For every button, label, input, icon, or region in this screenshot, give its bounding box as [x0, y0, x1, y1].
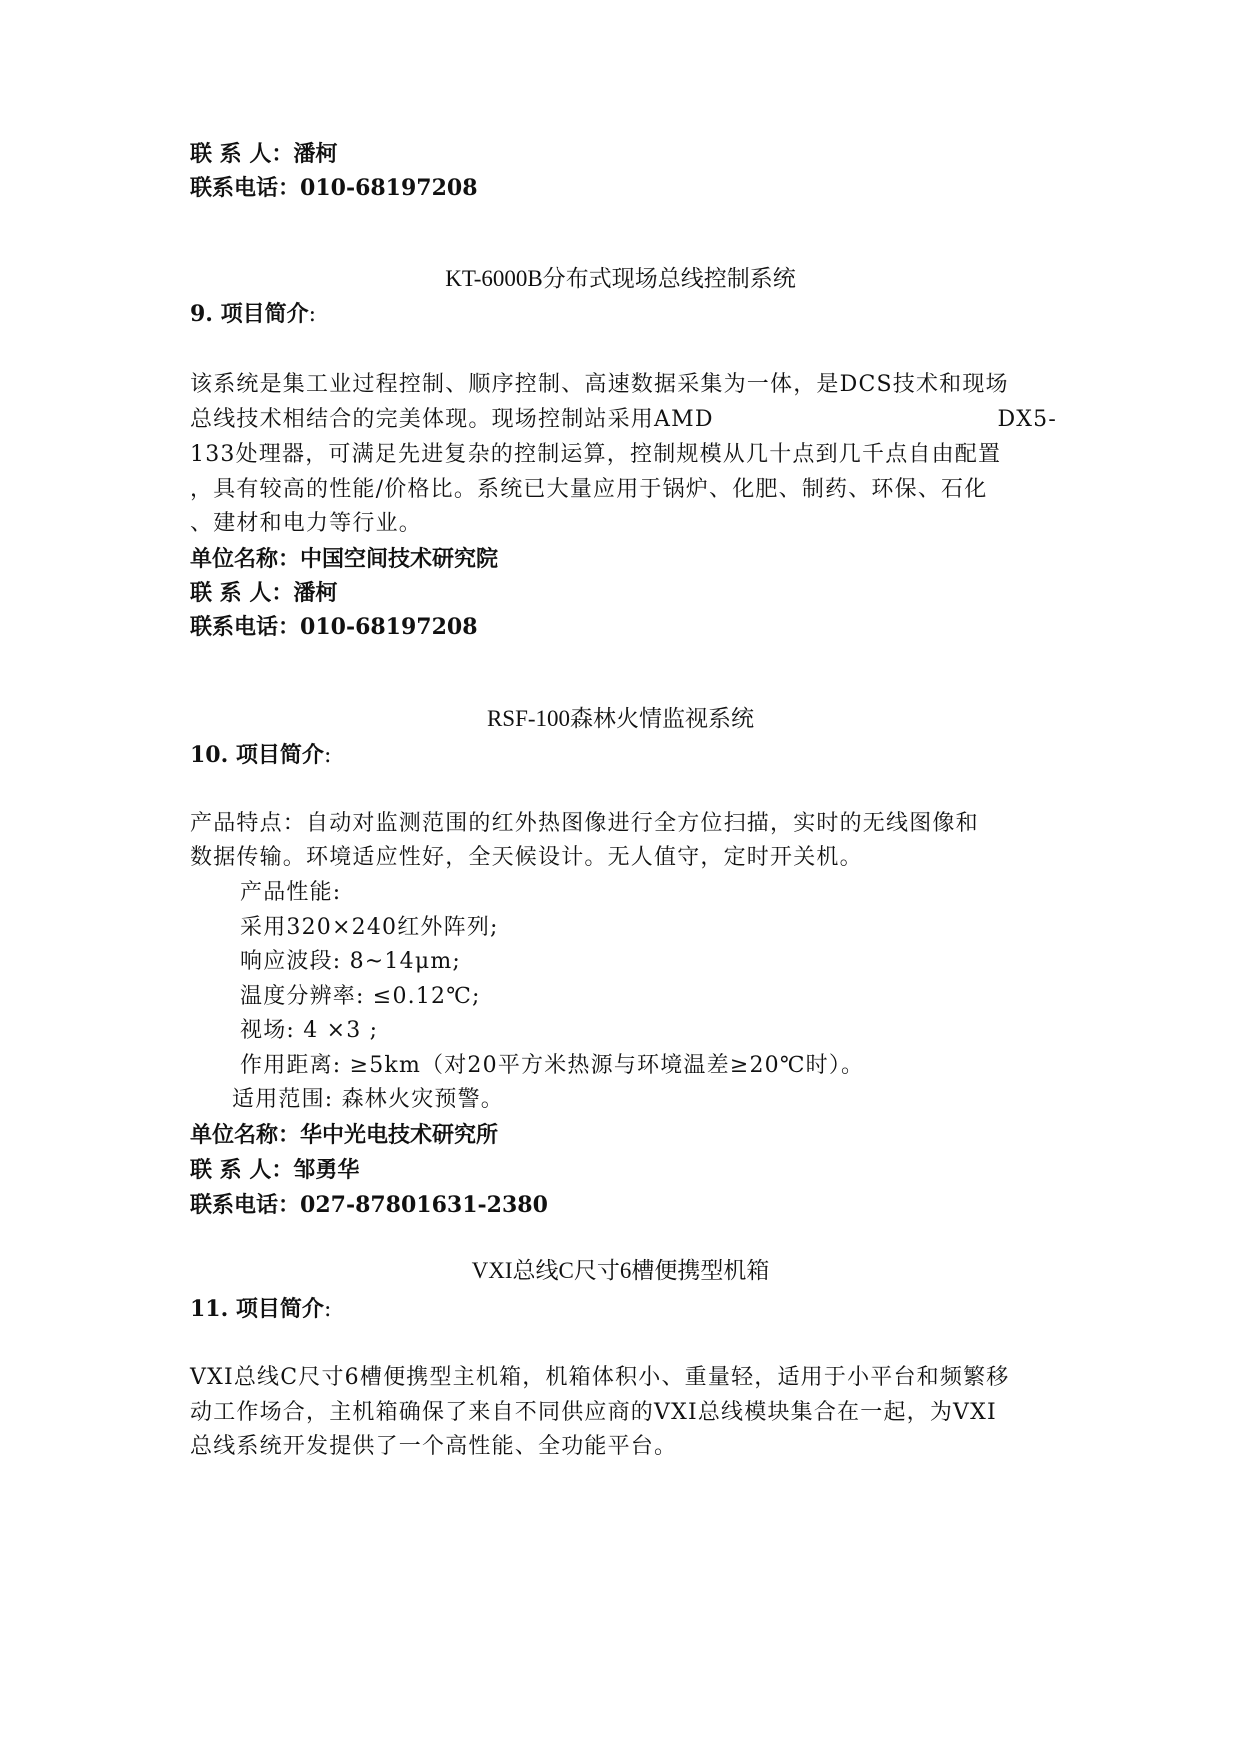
- section-title: KT-6000B分布式现场总线控制系统: [445, 266, 796, 291]
- body-line: 数据传输。环境适应性好，全天候设计。无人值守，定时开关机。: [190, 845, 863, 870]
- contact-person-label: 联 系 人：: [190, 141, 294, 167]
- contact-phone-label: 联系电话：: [190, 175, 301, 201]
- contact-person-line: [190, 139, 337, 169]
- section-title: VXI总线C尺寸6槽便携型机箱: [471, 1258, 770, 1283]
- spec-line: 作用距离: ≥5km（对20平方米热源与环境温差≥20℃时）。: [240, 1053, 865, 1078]
- section-heading: [190, 299, 316, 330]
- section-heading-colon: :: [323, 1297, 332, 1322]
- contact-person-line: [190, 1155, 359, 1185]
- body-line-justified: [190, 405, 1057, 435]
- body-line-part: DX5-: [997, 407, 1057, 432]
- section-heading-colon: :: [323, 743, 332, 768]
- contact-person-value: 邹勇华: [293, 1157, 360, 1183]
- contact-phone-label: 联系电话：: [190, 1192, 301, 1218]
- contact-phone-line: [190, 173, 478, 203]
- body-line-part: 总线技术相结合的完美体现。现场控制站采用AMD: [190, 407, 714, 432]
- section-heading-label: 9. 项目简介: [190, 301, 309, 327]
- body-line: VXI总线C尺寸6槽便携型主机箱，机箱体积小、重量轻，适用于小平台和频繁移: [190, 1365, 1010, 1390]
- contact-phone-value: 010-68197208: [300, 175, 478, 201]
- contact-person-label: 联 系 人：: [190, 580, 294, 606]
- spec-line: 视场: 4 ×3 ;: [240, 1018, 379, 1043]
- organization-value: 中国空间技术研究院: [300, 546, 499, 572]
- contact-person-value: 潘柯: [293, 141, 338, 167]
- contact-person-value: 潘柯: [293, 580, 338, 606]
- section-title: RSF-100森林火情监视系统: [486, 706, 755, 731]
- contact-person-line: [190, 578, 337, 608]
- section-heading: [190, 740, 331, 771]
- body-line: ，具有较高的性能/价格比。系统已大量应用于锅炉、化肥、制药、环保、石化: [190, 477, 988, 502]
- organization-label: 单位名称：: [190, 546, 301, 572]
- spec-line: 响应波段: 8~14μm;: [240, 949, 462, 974]
- body-line: 动工作场合，主机箱确保了来自不同供应商的VXI总线模块集合在一起，为VXI: [190, 1400, 997, 1425]
- contact-phone-line: [190, 612, 478, 642]
- spec-line: 产品性能:: [240, 880, 342, 905]
- organization-label: 单位名称：: [190, 1122, 301, 1148]
- contact-person-label: 联 系 人：: [190, 1157, 294, 1183]
- body-line: 该系统是集工业过程控制、顺序控制、高速数据采集为一体，是DCS技术和现场: [190, 372, 1009, 397]
- spec-line: 适用范围: 森林火灾预警。: [232, 1087, 505, 1112]
- section-heading-label: 10. 项目简介: [190, 742, 324, 768]
- organization-line: [190, 1120, 498, 1150]
- contact-phone-value: 027-87801631-2380: [300, 1192, 548, 1218]
- organization-line: [190, 544, 498, 574]
- contact-phone-line: [190, 1190, 548, 1220]
- body-line: 133处理器，可满足先进复杂的控制运算，控制规模从几十点到几千点自由配置: [190, 442, 1002, 467]
- organization-value: 华中光电技术研究所: [300, 1122, 499, 1148]
- spec-line: 温度分辨率: ≤0.12℃;: [240, 984, 481, 1009]
- body-line: 总线系统开发提供了一个高性能、全功能平台。: [190, 1434, 678, 1459]
- section-heading-label: 11. 项目简介: [190, 1296, 324, 1322]
- section-heading-colon: :: [308, 302, 317, 327]
- body-line: 、建材和电力等行业。: [190, 511, 423, 536]
- contact-phone-value: 010-68197208: [300, 614, 478, 640]
- contact-phone-label: 联系电话：: [190, 614, 301, 640]
- body-line: 产品特点：自动对监测范围的红外热图像进行全方位扫描，实时的无线图像和: [190, 811, 979, 836]
- spec-line: 采用320×240红外阵列;: [240, 915, 499, 940]
- section-heading: [190, 1294, 331, 1325]
